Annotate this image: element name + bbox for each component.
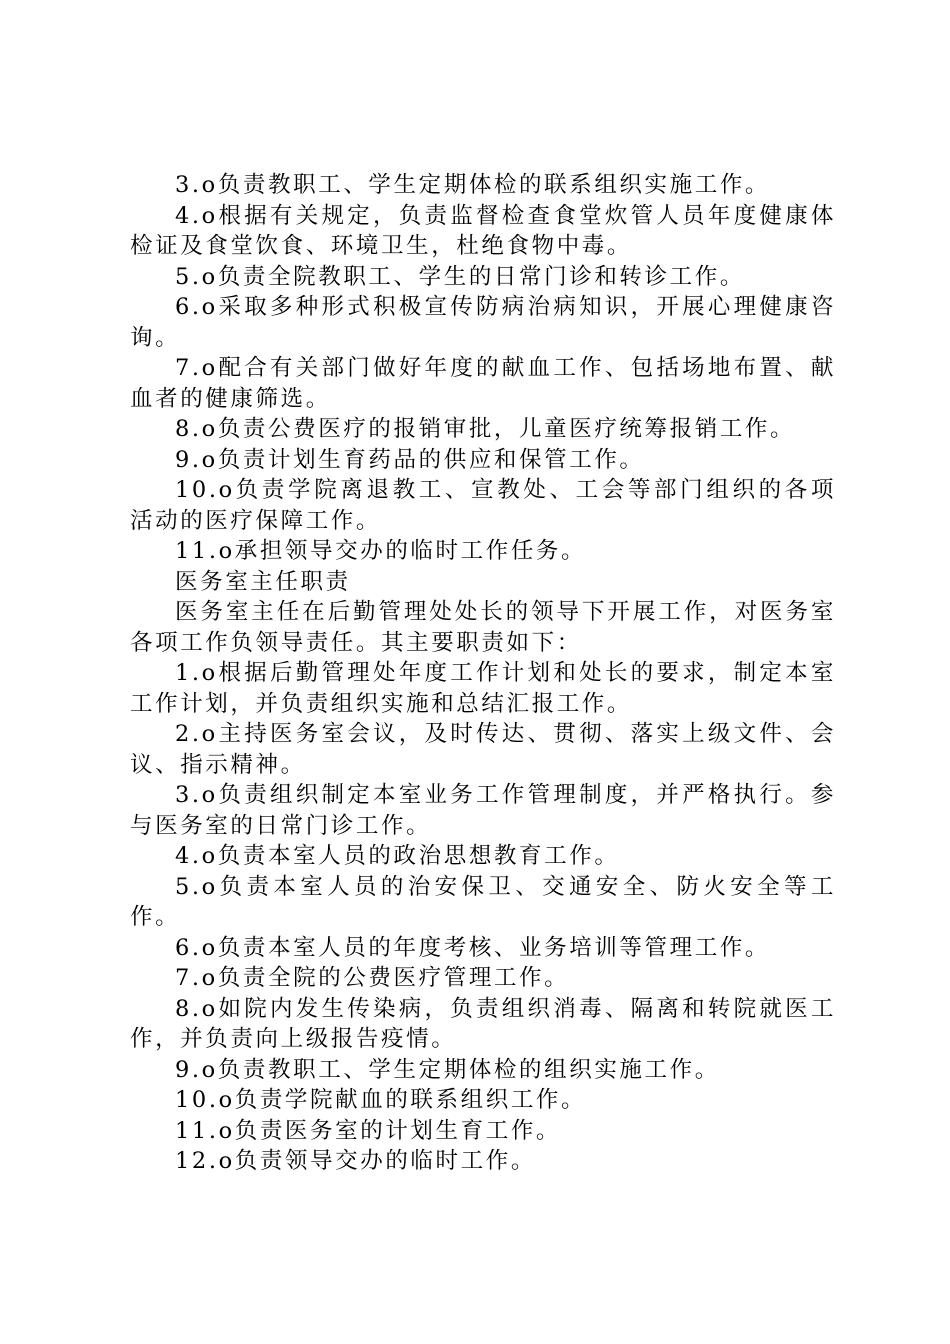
paragraph-12: 1.o根据后勤管理处年度工作计划和处长的要求，制定本室工作计划，并负责组织实施和总结汇报工作。 [130, 660, 836, 717]
paragraph-19: 8.o如院内发生传染病，负责组织消毒、隔离和转院就医工作，并负责向上级报告疫情。 [130, 995, 836, 1052]
paragraph-11: 医务室主任在后勤管理处处长的领导下开展工作，对医务室各项工作负领导责任。其主要职责如下： [130, 599, 836, 656]
paragraph-9: 11.o承担领导交办的临时工作任务。 [175, 538, 587, 564]
document-body [130, 170, 836, 1177]
section-heading: 医务室主任职责 [175, 568, 351, 595]
paragraph-6: 8.o负责公费医疗的报销审批，儿童医疗统筹报销工作。 [175, 416, 796, 442]
paragraph-20: 9.o负责教职工、学生定期体检的组织实施工作。 [175, 1056, 720, 1083]
paragraph-2: 4.o根据有关规定，负责监督检查食堂炊管人员年度健康体检证及食堂饮食、环境卫生，杜绝食物中毒。 [130, 202, 836, 259]
paragraph-3: 5.o负责全院教职工、学生的日常门诊和转诊工作。 [175, 263, 745, 290]
paragraph-18: 7.o负责全院的公费医疗管理工作。 [175, 965, 570, 991]
paragraph-7: 9.o负责计划生育药品的供应和保管工作。 [175, 446, 645, 473]
paragraph-13: 2.o主持医务室会议，及时传达、贯彻、落实上级文件、会议、指示精神。 [130, 721, 836, 778]
paragraph-23: 12.o负责领导交办的临时工作。 [175, 1148, 536, 1174]
paragraph-15: 4.o负责本室人员的政治思想教育工作。 [175, 843, 620, 869]
paragraph-4: 6.o采取多种形式积极宣传防病治病知识，开展心理健康咨询。 [130, 294, 836, 351]
paragraph-17: 6.o负责本室人员的年度考核、业务培训等管理工作。 [175, 934, 771, 961]
paragraph-14: 3.o负责组织制定本室业务工作管理制度，并严格执行。参与医务室的日常门诊工作。 [130, 782, 836, 839]
paragraph-8: 10.o负责学院离退教工、宣教处、工会等部门组织的各项活动的医疗保障工作。 [130, 477, 836, 534]
paragraph-22: 11.o负责医务室的计划生育工作。 [175, 1117, 562, 1144]
paragraph-1: 3.o负责教职工、学生定期体检的联系组织实施工作。 [175, 172, 771, 198]
paragraph-16: 5.o负责本室人员的治安保卫、交通安全、防火安全等工作。 [130, 873, 836, 930]
paragraph-21: 10.o负责学院献血的联系组织工作。 [175, 1087, 587, 1113]
paragraph-5: 7.o配合有关部门做好年度的献血工作、包括场地布置、献血者的健康筛选。 [130, 355, 836, 412]
